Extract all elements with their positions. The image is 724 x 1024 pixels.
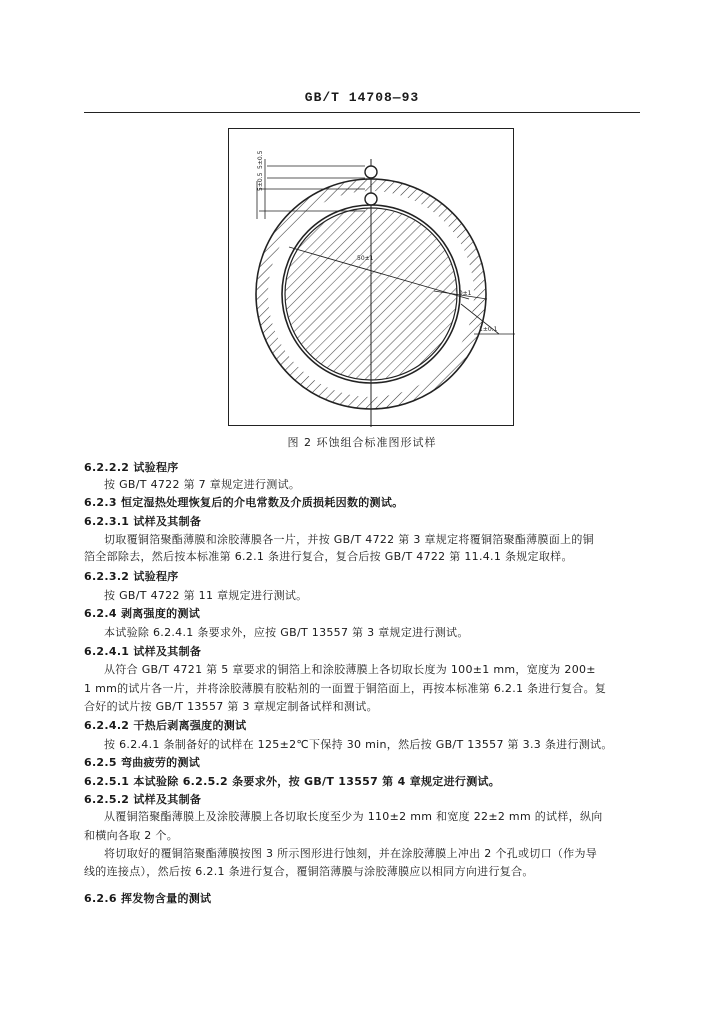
dim-hole-spacing-a: 5±0.5	[257, 172, 264, 191]
section-heading: 6.2.6 挥发物含量的测试	[84, 892, 212, 905]
paragraph-line: 切取覆铜箔聚酯薄膜和涂胶薄膜各一片，并按 GB/T 4722 第 3 章规定将覆铜箔聚酯薄膜面上的铜	[104, 533, 594, 546]
figure-2-frame	[228, 128, 514, 426]
page-header: GB/T 14708—93	[304, 90, 420, 105]
paragraph-line: 线的连接点），然后按 6.2.1 条进行复合，覆铜箔薄膜与涂胶薄膜应以相同方向进行复合。	[84, 865, 534, 878]
section-heading: 6.2.2.2 试验程序	[84, 461, 179, 474]
header-rule	[84, 112, 640, 113]
paragraph-line: 按 GB/T 4722 第 7 章规定进行测试。	[104, 478, 301, 491]
paragraph-line: 从符合 GB/T 4721 第 5 章要求的铜箔上和涂胶薄膜上各切取长度为 100±1 mm，宽度为 200±	[104, 663, 596, 676]
dim-ring-width: 10±1	[455, 290, 472, 297]
section-heading: 6.2.4.2 干热后剥离强度的测试	[84, 719, 247, 732]
dim-diameter: 50±1	[357, 255, 374, 262]
section-heading: 6.2.3.2 试验程序	[84, 570, 179, 583]
figure-caption: 图 2 环蚀组合标准图形试样	[287, 436, 437, 449]
paragraph-line: 箔全部除去，然后按本标准第 6.2.1 条进行复合，复合后按 GB/T 4722 第 11.4.1 条规定取样。	[84, 550, 573, 563]
section-heading: 6.2.4 剥离强度的测试	[84, 607, 201, 620]
section-heading: 6.2.5.1 本试验除 6.2.5.2 条要求外，按 GB/T 13557 第 4 章规定进行测试。	[84, 775, 501, 788]
section-heading: 6.2.5.2 试样及其制备	[84, 793, 202, 806]
paragraph-line: 本试验除 6.2.4.1 条要求外，应按 GB/T 13557 第 3 章规定进行测试。	[104, 626, 469, 639]
section-heading: 6.2.3.1 试样及其制备	[84, 515, 202, 528]
ring-specimen-drawing	[229, 129, 515, 427]
hole-top	[365, 166, 377, 178]
paragraph-line: 按 6.2.4.1 条制备好的试样在 125±2℃下保持 30 min，然后按 GB/T 13557 第 3.3 条进行测试。	[104, 738, 613, 751]
dim-gap: 1±0.1	[479, 326, 498, 333]
paragraph-line: 将切取好的覆铜箔聚酯薄膜按图 3 所示图形进行蚀刻，并在涂胶薄膜上冲出 2 个孔或切口（作为导	[104, 847, 598, 860]
hole-bottom	[365, 193, 377, 205]
section-heading: 6.2.3 恒定湿热处理恢复后的介电常数及介质损耗因数的测试。	[84, 496, 404, 509]
section-heading: 6.2.4.1 试样及其制备	[84, 645, 202, 658]
paragraph-line: 从覆铜箔聚酯薄膜上及涂胶薄膜上各切取长度至少为 110±2 mm 和宽度 22±2 mm 的试样，纵向	[104, 810, 603, 823]
section-heading: 6.2.5 弯曲疲劳的测试	[84, 756, 201, 769]
paragraph-line: 1 mm的试片各一片，并将涂胶薄膜有胶粘剂的一面置于铜箔面上，再按本标准第 6.2.1 条进行复合。复	[84, 682, 607, 695]
paragraph-line: 和横向各取 2 个。	[84, 829, 178, 842]
paragraph-line: 按 GB/T 4722 第 11 章规定进行测试。	[104, 589, 308, 602]
dim-hole-spacing-b: 5±0.5	[257, 150, 264, 169]
paragraph-line: 合好的试片按 GB/T 13557 第 3 章规定制备试样和测试。	[84, 700, 378, 713]
